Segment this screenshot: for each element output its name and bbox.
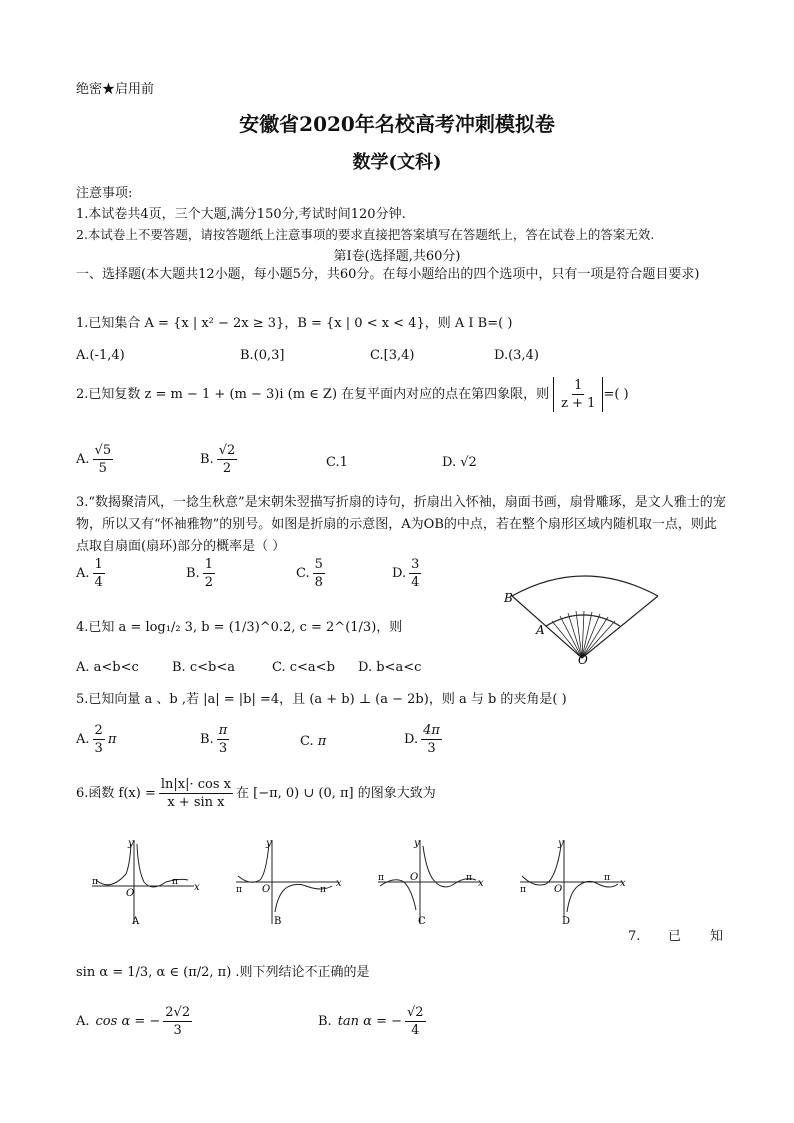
neg-pi-label: π	[378, 873, 384, 883]
x-label: x	[194, 882, 200, 893]
y-label: y	[558, 838, 564, 849]
q4-option-d: D. b<a<c	[358, 660, 422, 675]
frac-num: 2√2	[165, 1005, 191, 1020]
x-label: x	[620, 878, 626, 889]
option-label: C.	[296, 566, 310, 581]
q3-option-c	[296, 556, 328, 591]
neg-pi-label: π	[92, 877, 98, 887]
q6-stem-post: 在 [−π, 0) ∪ (0, π] 的图象大致为	[236, 785, 436, 801]
fan-outer-arc	[512, 576, 658, 596]
curve-right	[567, 881, 618, 912]
frac-den: 4	[411, 1023, 420, 1038]
frac-den: 8	[314, 575, 323, 590]
q2-option-d	[442, 455, 477, 470]
section-instruction: 一、选择题(本大题共12小题，每小题5分，共60分。在每小题给出的四个选项中，只有一项是符合题目要求)	[76, 267, 700, 282]
q6-frac-den: x + sin x	[167, 795, 225, 810]
q2-option-a	[76, 442, 116, 477]
option-value: √2	[460, 455, 477, 470]
fan-inner-arc	[546, 615, 620, 626]
neg-pi-label: π	[236, 885, 242, 895]
fan-ribs	[552, 611, 615, 658]
fan-label-a: A	[536, 623, 545, 637]
option-label: C.	[300, 734, 314, 749]
fan-label-b: B	[504, 591, 513, 605]
frac-den: 4	[94, 575, 103, 590]
fan-edge-left	[512, 596, 582, 658]
frac-num: 3	[411, 557, 420, 572]
graph-label: B	[274, 916, 282, 927]
q1-option-d: D.(3,4)	[494, 348, 539, 363]
frac-num: 5	[314, 557, 323, 572]
q4-option-b: B. c<b<a	[172, 660, 235, 675]
q1-stem: 1.已知集合 A = {x | x² − 2x ≥ 3}，B = {x | 0 < x < 4}，则 A I B=( )	[76, 316, 513, 331]
fan-edge-right	[582, 596, 658, 658]
q6-stem	[76, 776, 436, 811]
q7-word-1: 已	[668, 929, 682, 944]
frac-num: π	[218, 723, 228, 738]
curve-left	[380, 880, 416, 910]
option-value: π	[317, 734, 327, 749]
q3-stem: 3.“数揭聚清风，一捻生秋意”是宋朝朱翌描写折扇的诗句，折扇出入怀袖，扇面书画，扇骨雕琢，是文人雅士的宠物，所以又有“怀袖雅物”的别号。如图是折扇的示意图，A为OB的中点，若在整个扇形区域内随机取一点，则此点取自扇面(扇环)部分的概率是（ ）	[76, 495, 726, 554]
frac-den: 3	[218, 741, 228, 756]
q7-stem: sin α = 1/3, α ∈ (π/2, π) .则下列结论不正确的是	[76, 965, 370, 980]
q6-graph-c	[374, 834, 486, 930]
q2-option-c: C.1	[326, 455, 348, 470]
fan-figure	[500, 566, 670, 666]
q5-stem: 5.已知向量 a 、b ,若 |a| = |b| =4，且 (a + b) ⊥ (a − 2b)，则 a 与 b 的夹角是( )	[76, 692, 567, 707]
option-label: D.	[392, 566, 407, 581]
q4-option-c: C. c<a<b	[272, 660, 335, 675]
frac-den: 3	[94, 741, 103, 756]
q5-option-d	[404, 722, 445, 757]
pos-pi-label: π	[466, 873, 472, 883]
q5-option-b	[200, 722, 232, 757]
q6-frac-num: ln|x|· cos x	[160, 777, 231, 792]
x-label: x	[336, 878, 342, 889]
origin-label: O	[410, 872, 419, 883]
notes-item: 1.本试卷共4页，三个大题,满分150分,考试时间120分钟.	[76, 207, 406, 222]
q3-option-a	[76, 556, 108, 591]
exam-title: 安徽省2020年名校高考冲刺模拟卷	[239, 112, 555, 136]
curve-left	[522, 846, 561, 885]
q2-frac-den: z + 1	[561, 396, 596, 411]
q7-option-a	[76, 1004, 195, 1039]
frac-den: 2	[204, 575, 213, 590]
graph-label: C	[418, 916, 426, 927]
section-title: 第I卷(选择题,共60分)	[333, 249, 461, 264]
y-label: y	[414, 838, 420, 849]
frac-den: 2	[222, 461, 232, 476]
frac-den: 3	[173, 1023, 182, 1038]
q7-option-b	[318, 1004, 429, 1039]
curve-left	[96, 844, 131, 885]
frac-num: 4π	[423, 723, 440, 738]
option-prefix: cos α = −	[95, 1014, 161, 1029]
secret-label: 绝密★启用前	[76, 82, 155, 97]
q6-graph-d	[516, 834, 628, 930]
frac-den: 5	[98, 461, 107, 476]
frac-num: 1	[94, 557, 103, 572]
option-label: A.	[76, 452, 90, 467]
frac-den: 3	[427, 741, 436, 756]
graph-label: A	[132, 916, 140, 927]
q2-frac-num: 1	[574, 378, 583, 393]
option-label: B.	[318, 1014, 332, 1029]
option-label: A.	[76, 1014, 90, 1029]
q5-option-a	[76, 722, 116, 757]
q4-stem: 4.已知 a = log₁/₂ 3, b = (1/3)^0.2, c = 2^(1/3)，则	[76, 620, 403, 635]
option-label: A.	[76, 732, 90, 747]
option-label: D.	[404, 732, 419, 747]
q7-number: 7.	[628, 929, 641, 944]
q5-option-c	[300, 734, 326, 749]
pos-pi-label: π	[172, 877, 178, 887]
frac-num: √2	[407, 1005, 424, 1020]
fan-label-o: O	[578, 653, 588, 666]
curve-right	[137, 844, 188, 887]
curve-left	[238, 844, 269, 882]
q2-abs	[553, 377, 603, 412]
exam-subtitle: 数学(文科)	[352, 152, 442, 173]
q6-graph-b	[232, 834, 344, 930]
frac-num: √2	[218, 443, 236, 458]
origin-label: O	[262, 884, 271, 895]
y-label: y	[266, 838, 272, 849]
frac-num: 1	[204, 557, 213, 572]
y-label: y	[128, 838, 134, 849]
option-tail: π	[107, 732, 117, 747]
q3-option-b	[186, 556, 218, 591]
q2-stem-pre: 2.已知复数 z = m − 1 + (m − 3)i (m ∈ Z) 在复平面内对应的点在第四象限，则	[76, 386, 550, 402]
q1-option-c: C.[3,4)	[370, 348, 415, 363]
option-label: D.	[442, 455, 457, 470]
pos-pi-label: π	[320, 885, 326, 895]
frac-num: √5	[94, 443, 112, 458]
q3-option-d	[392, 556, 424, 591]
graph-label: D	[562, 916, 571, 927]
pos-pi-label: π	[604, 873, 610, 883]
q2-option-b	[200, 442, 240, 477]
option-prefix: tan α = −	[337, 1014, 402, 1029]
frac-num: 2	[94, 723, 103, 738]
frac-den: 4	[411, 575, 420, 590]
q1-option-a: A.(-1,4)	[76, 348, 125, 363]
q1-option-b: B.(0,3]	[240, 348, 285, 363]
option-label: B.	[200, 452, 214, 467]
option-label: B.	[186, 566, 200, 581]
x-label: x	[478, 878, 484, 889]
notes-heading: 注意事项:	[76, 186, 133, 201]
notes-item: 2.本试卷上不要答题，请按答题纸上注意事项的要求直接把答案填写在答题纸上，答在试卷上的答案无效.	[76, 227, 655, 242]
q2-stem-post: =( )	[603, 386, 629, 402]
origin-label: O	[554, 884, 563, 895]
q6-graph-a	[88, 834, 200, 930]
origin-label: O	[126, 888, 135, 899]
q4-option-a: A. a<b<c	[76, 660, 139, 675]
q2-stem	[76, 377, 629, 412]
neg-pi-label: π	[520, 885, 526, 895]
option-label: B.	[200, 732, 214, 747]
q7-word-2: 知	[710, 929, 724, 944]
q6-stem-pre: 6.函数 f(x) =	[76, 785, 156, 801]
option-label: A.	[76, 566, 90, 581]
